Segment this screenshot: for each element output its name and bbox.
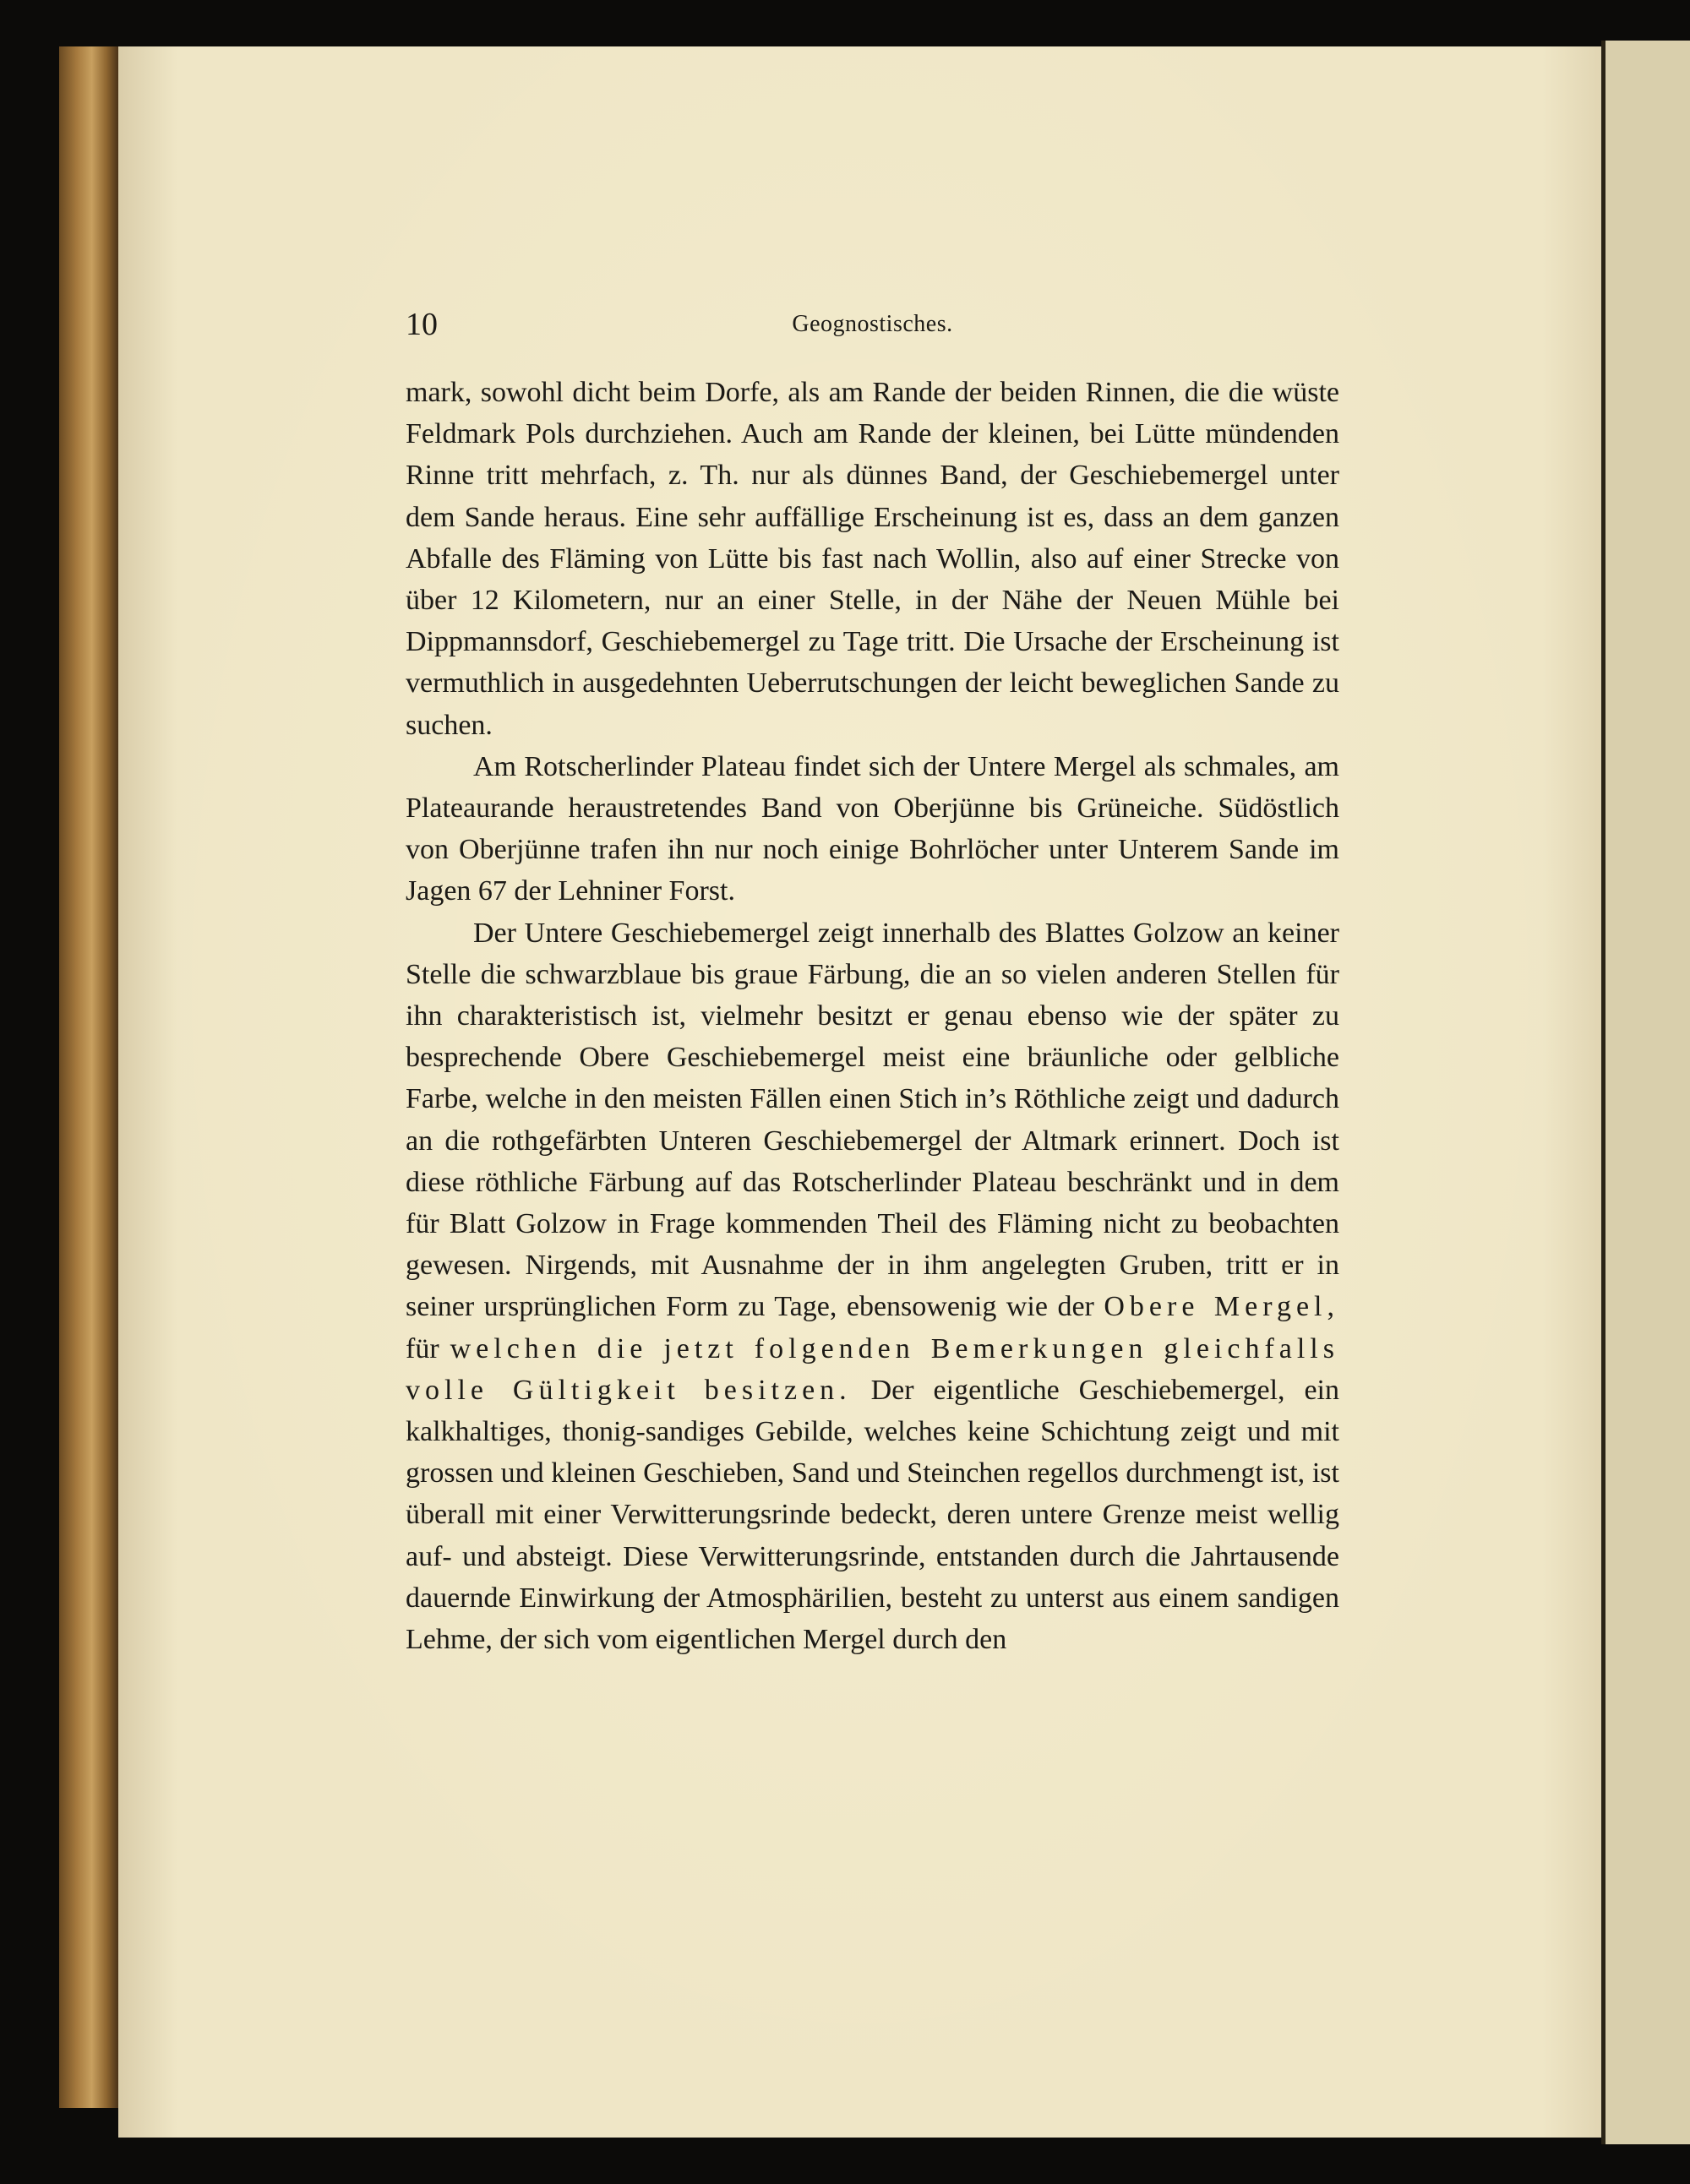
paragraph-3	[406, 912, 1339, 1661]
page-number: 10	[406, 307, 438, 342]
paragraph-3-text-b: für	[406, 1332, 439, 1364]
paragraph-1: mark, sowohl dicht beim Dorfe, als am Rande der beiden Rinnen, die die wüste Feldmark Pols durchziehen. Auch am Rande der kleinen, bei Lütte mündenden Rinne tritt mehrfach, z. Th. nur als dünnes Band, der Geschiebemergel unter dem Sande heraus. Eine sehr auffällige Erscheinung ist es, dass an dem ganzen Abfalle des Fläming von Lütte bis fast nach Wollin, also auf einer Strecke von über 12 Kilometern, nur an einer Stelle, in der Nähe der Neuen Mühle bei Dippmannsdorf, Geschiebemergel zu Tage tritt. Die Ursache der Erscheinung ist vermuthlich in ausgedehnten Ueberrutschungen der leicht beweglichen Sande zu suchen.	[406, 377, 1339, 741]
adjacent-page-edge	[1601, 41, 1690, 2144]
page-header	[406, 306, 1339, 357]
body-text	[406, 372, 1339, 1660]
book-binding-edge	[59, 46, 118, 2108]
paragraph-3-text-c: Der eigentliche Geschiebemergel, ein kalkhaltiges, thonig-sandiges Gebilde, welches keine Schichtung zeigt und mit grossen und kleinen Geschieben, Sand und Steinchen regellos durchmengt ist, ist überall mit einer Verwitterungsrinde bedeckt, deren untere Grenze meist wellig auf- und absteigt. Diese Verwitterungsrinde, entstanden durch die Jahrtausende dauernde Einwirkung der Atmosphärilien, besteht zu unterst aus einem sandigen Lehme, der sich vom eigentlichen Mergel durch den	[406, 1374, 1340, 1656]
running-head: Geognostisches.	[792, 311, 953, 337]
spaced-phrase-gueltigkeit: welchen die jetzt folgenden Bemerkungen gleichfalls volle Gültigkeit besitzen.	[406, 1332, 1339, 1406]
paragraph-2: Am Rotscherlinder Plateau findet sich der Untere Mergel als schmales, am Plateaurande heraustretendes Band von Oberjünne bis Grüneiche. Südöstlich von Oberjünne trafen ihn nur noch einige Bohrlöcher unter Unterem Sande im Jagen 67 der Lehniner Forst.	[406, 750, 1339, 907]
spaced-term-obere-mergel: Obere Mergel,	[1104, 1291, 1339, 1323]
paragraph-3-text-a: Der Untere Geschiebemergel zeigt innerhalb des Blattes Golzow an keiner Stelle die schwarzblaue bis graue Färbung, die an so vielen anderen Stellen für ihn charakteristisch ist, vielmehr besitzt er genau ebenso wie der später zu besprechende Obere Geschiebemergel meist eine bräunliche oder gelbliche Farbe, welche in den meisten Fällen einen Stich in’s Röthliche zeigt und dadurch an die rothgefärbten Unteren Geschiebemergel der Altmark erinnert. Doch ist diese röthliche Färbung auf das Rotscherlinder Plateau beschränkt und in dem für Blatt Golzow in Frage kommenden Theil des Fläming nicht zu beobachten gewesen. Nirgends, mit Ausnahme der in ihm angelegten Gruben, tritt er in seiner ursprünglichen Form zu Tage, ebensowenig wie der	[406, 917, 1339, 1323]
